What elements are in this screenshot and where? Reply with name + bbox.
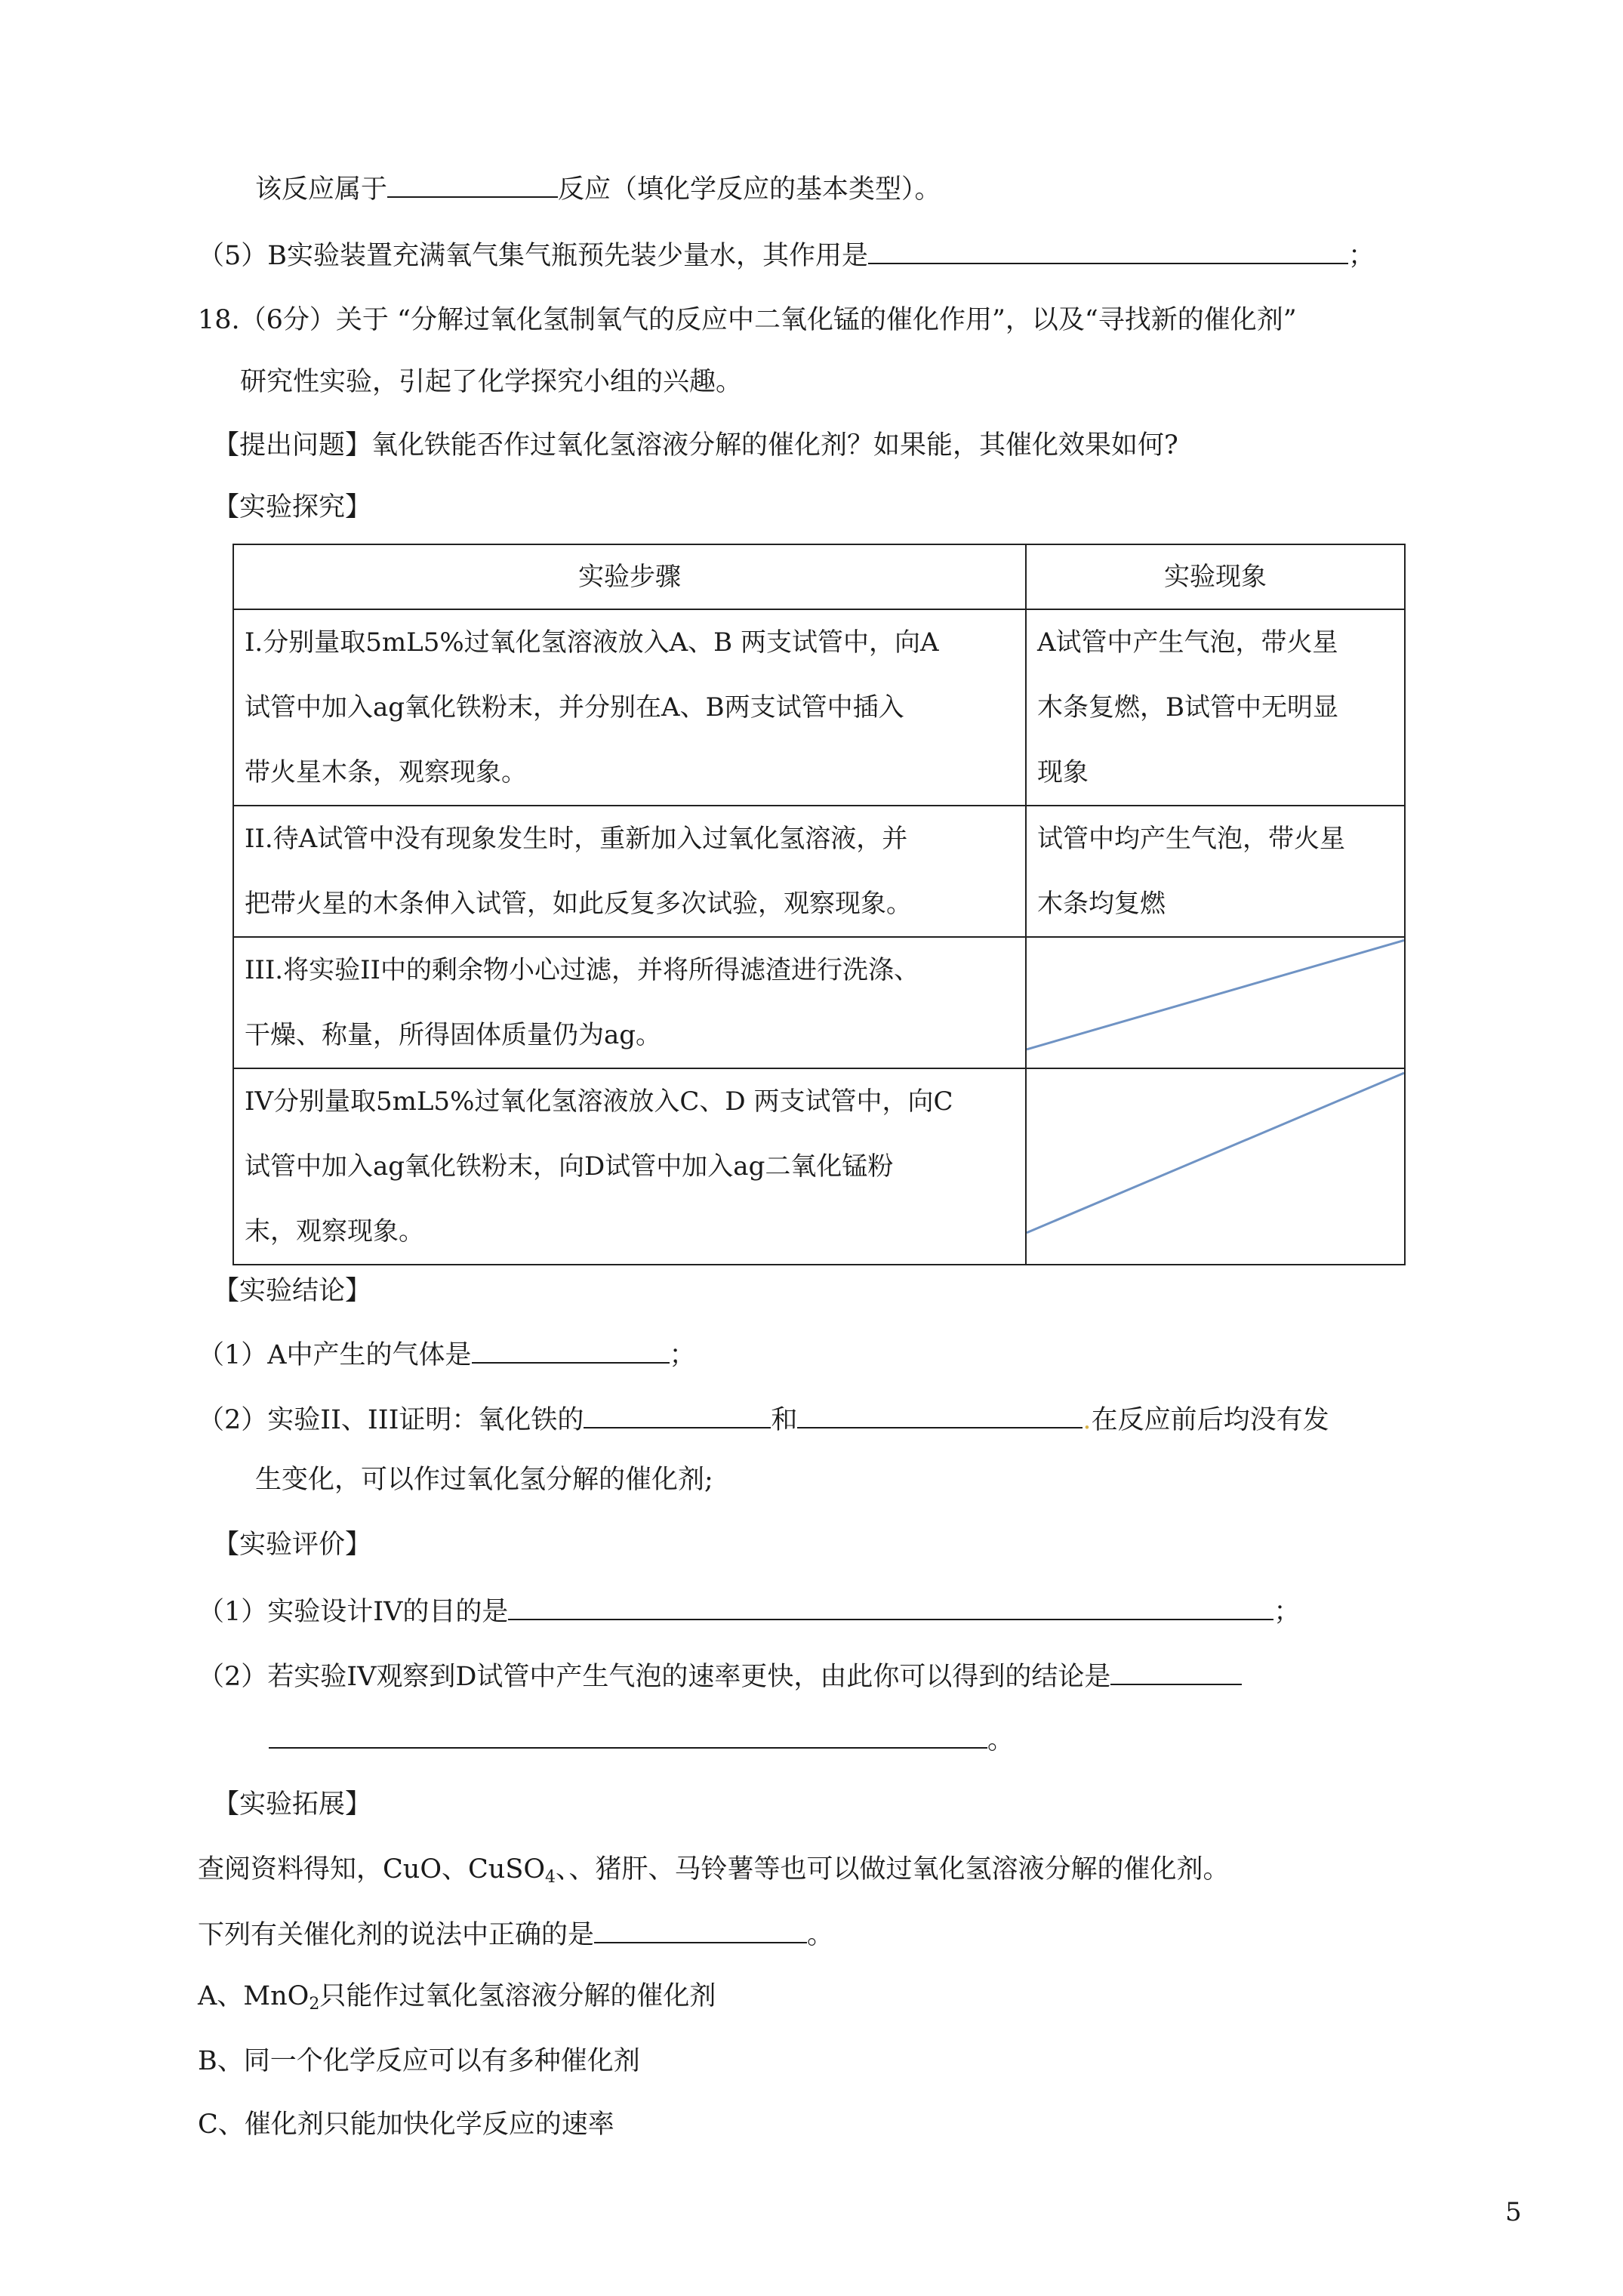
option-a-text-tail: 只能作过氧化氢溶液分解的催化剂 — [319, 1981, 716, 2011]
subscript-4: 4 — [545, 1868, 556, 1887]
conclusion-1-blank[interactable] — [472, 1336, 670, 1364]
conclusion-2-tail: 在反应前后均没有发 — [1091, 1405, 1329, 1435]
conclusion-2-blank-1[interactable] — [584, 1401, 771, 1428]
evaluation-2 — [198, 1658, 1242, 1693]
extension-2-blank[interactable] — [594, 1916, 807, 1943]
reaction-type-prefix: 该反应属于 — [255, 174, 388, 205]
phenomenon-cell-1 — [1026, 609, 1405, 806]
step-4-line: IV分别量取5mL5%过氧化氢溶液放入C、D 两支试管中，向C — [245, 1086, 953, 1117]
conclusion-1-text: （1）A中产生的气体是 — [198, 1340, 472, 1370]
reaction-type-suffix: 反应（填化学反应的基本类型）。 — [558, 174, 941, 205]
option-c: C、催化剂只能加快化学反应的速率 — [198, 2110, 614, 2140]
step-3-line: III.将实验II中的剩余物小心过滤，并将所得滤渣进行洗涤、 — [245, 955, 919, 985]
step-3-line: 干燥、称量，所得固体质量仍为ag。 — [245, 1020, 662, 1050]
phenomenon-cell-2 — [1026, 806, 1405, 937]
extension-1-text: 查阅资料得知，CuO、CuSO — [198, 1854, 546, 1885]
header-phenomena: 实验现象 — [1026, 544, 1405, 609]
line-reaction-type — [255, 171, 941, 206]
extension-2 — [198, 1916, 833, 1952]
extension-2-text: 下列有关催化剂的说法中正确的是 — [198, 1920, 595, 1950]
evaluation-2-continued — [269, 1721, 1014, 1757]
conclusion-2-dot: . — [1083, 1405, 1092, 1435]
option-a-text: A、MnO — [198, 1981, 310, 2011]
section-explore-heading: 【实验探究】 — [213, 492, 372, 522]
step-4-line: 末，观察现象。 — [245, 1216, 424, 1247]
phenomenon-2-line: 试管中均产生气泡，带火星 — [1037, 824, 1345, 854]
phenomenon-cell-4-crossed — [1026, 1068, 1405, 1265]
reaction-type-blank[interactable] — [387, 171, 558, 198]
question-5-text: （5）B实验装置充满氧气集气瓶预先装少量水，其作用是 — [198, 241, 868, 271]
subscript-2: 2 — [309, 1995, 320, 2014]
step-4-line: 试管中加入ag氧化铁粉末，向D试管中加入ag二氧化锰粉 — [245, 1151, 894, 1182]
question-5-end: ； — [1348, 241, 1375, 271]
evaluation-2-blank-2[interactable] — [269, 1721, 987, 1749]
option-b: B、同一个化学反应可以有多种催化剂 — [198, 2046, 640, 2076]
evaluation-1-blank[interactable] — [508, 1593, 1273, 1620]
conclusion-2 — [198, 1401, 1329, 1437]
experiment-table — [233, 544, 1406, 1265]
evaluation-1-text: （1）实验设计IV的目的是 — [198, 1597, 509, 1627]
conclusion-2-continued: 生变化，可以作过氧化氢分解的催化剂; — [255, 1465, 713, 1495]
evaluation-1-end: ； — [1273, 1597, 1301, 1627]
step-2-line: 把带火星的木条伸入试管，如此反复多次试验，观察现象。 — [245, 889, 912, 919]
conclusion-2-and: 和 — [771, 1405, 798, 1435]
step-1-line: 试管中加入ag氧化铁粉末，并分别在A、B两支试管中插入 — [245, 692, 904, 723]
section-evaluation-heading: 【实验评价】 — [213, 1530, 372, 1560]
step-cell-3 — [233, 937, 1026, 1068]
page-number: 5 — [1505, 2197, 1522, 2227]
phenomenon-cell-3-crossed — [1026, 937, 1405, 1068]
extension-2-end: 。 — [807, 1920, 834, 1950]
section-conclusion-heading: 【实验结论】 — [213, 1276, 372, 1306]
option-a — [198, 1980, 716, 2013]
evaluation-2-end: 。 — [987, 1725, 1015, 1755]
phenomenon-1-line: 木条复燃，B试管中无明显 — [1037, 692, 1338, 723]
question-5-blank[interactable] — [868, 237, 1348, 264]
extension-1-text-tail: 、、猪肝、马铃薯等也可以做过氧化氢溶液分解的催化剂。 — [556, 1854, 1230, 1885]
line-question-5 — [198, 237, 1375, 273]
step-cell-2 — [233, 806, 1026, 937]
evaluation-2-blank-1[interactable] — [1110, 1658, 1242, 1685]
diagonal-strike-4 — [1027, 1069, 1404, 1264]
phenomenon-1-line: A试管中产生气泡，带火星 — [1037, 627, 1338, 658]
phenomenon-1-line: 现象 — [1037, 757, 1089, 787]
diagonal-strike-3 — [1027, 938, 1404, 1068]
header-steps: 实验步骤 — [233, 544, 1026, 609]
question-18-line-1: 18.（6分）关于 “分解过氧化氢制氧气的反应中二氧化锰的催化作用”，以及“寻找新的催化剂” — [198, 305, 1297, 335]
raise-question: 【提出问题】氧化铁能否作过氧化氢溶液分解的催化剂？如果能，其催化效果如何? — [213, 430, 1178, 461]
phenomenon-2-line: 木条均复燃 — [1037, 889, 1166, 919]
step-2-line: II.待A试管中没有现象发生时，重新加入过氧化氢溶液，并 — [245, 824, 908, 854]
question-18-line-2: 研究性实验，引起了化学探究小组的兴趣。 — [240, 367, 743, 397]
extension-1 — [198, 1853, 1230, 1886]
conclusion-1 — [198, 1336, 696, 1372]
evaluation-2-text: （2）若实验IV观察到D试管中产生气泡的速率更快，由此你可以得到的结论是 — [198, 1662, 1111, 1692]
section-extension-heading: 【实验拓展】 — [213, 1789, 372, 1820]
conclusion-2-text: （2）实验II、III证明：氧化铁的 — [198, 1405, 584, 1435]
step-cell-4 — [233, 1068, 1026, 1265]
conclusion-1-end: ； — [669, 1340, 696, 1370]
conclusion-2-blank-2[interactable] — [797, 1401, 1083, 1428]
step-cell-1 — [233, 609, 1026, 806]
step-1-line: I.分别量取5mL5%过氧化氢溶液放入A、B 两支试管中，向A — [245, 627, 939, 658]
step-1-line: 带火星木条，观察现象。 — [245, 757, 527, 787]
evaluation-1 — [198, 1593, 1300, 1629]
